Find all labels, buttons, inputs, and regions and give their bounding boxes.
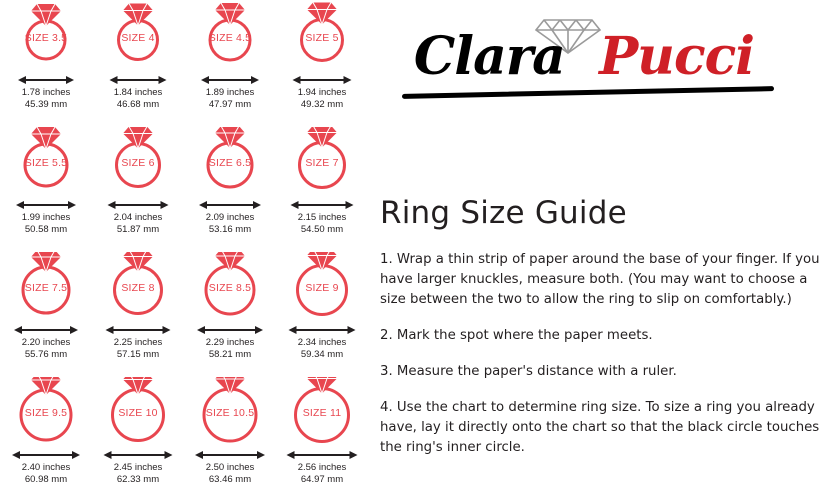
measurement-inches: 2.50 inches	[205, 462, 255, 473]
ring-size-cell	[0, 250, 92, 375]
measurement-inches: 1.84 inches	[113, 87, 163, 98]
measurement-mm: 60.98 mm	[24, 474, 68, 485]
ring-size-label: SIZE 9.5	[24, 407, 68, 419]
ring-size-label: SIZE 10	[118, 407, 158, 419]
measurement-inches: 2.25 inches	[113, 337, 163, 348]
measurement-inches: 2.40 inches	[21, 462, 71, 473]
measurement-inches: 2.45 inches	[113, 462, 163, 473]
ring-measurement	[92, 462, 184, 486]
measurement-inches: 1.94 inches	[297, 87, 347, 98]
diameter-arrow	[18, 75, 74, 85]
ring-size-label: SIZE 6	[121, 157, 155, 169]
measurement-mm: 45.39 mm	[24, 99, 68, 110]
ring-illustration	[0, 0, 92, 72]
ring-illustration	[184, 375, 276, 447]
guide-panel	[372, 0, 839, 501]
ring-illustration	[276, 0, 368, 72]
brand-name-second: Pucci	[599, 26, 755, 87]
diameter-arrow	[106, 325, 171, 335]
measurement-mm: 63.46 mm	[208, 474, 252, 485]
ring-measurement	[276, 87, 368, 111]
measurement-mm: 49.32 mm	[300, 99, 344, 110]
ring-measurement	[0, 337, 92, 361]
list-item: 3. Measure the paper's distance with a ruler.	[380, 364, 677, 379]
diameter-arrow	[287, 450, 358, 460]
ring-size-cell	[184, 250, 276, 375]
measurement-inches: 2.56 inches	[297, 462, 347, 473]
measurement-inches: 2.09 inches	[205, 212, 255, 223]
measurement-inches: 2.29 inches	[205, 337, 255, 348]
diameter-arrow	[195, 450, 265, 460]
ring-measurement	[276, 462, 368, 486]
ring-illustration	[0, 375, 92, 447]
diameter-arrow	[108, 200, 169, 210]
ring-size-cell	[276, 375, 368, 500]
ring-size-cell	[276, 250, 368, 375]
ring-size-cell	[0, 125, 92, 250]
diameter-arrow	[16, 200, 76, 210]
diameter-arrow	[291, 200, 354, 210]
ring-size-label: SIZE 3.5	[24, 32, 68, 44]
ring-illustration	[92, 250, 184, 322]
ring-size-label: SIZE 7	[305, 157, 339, 169]
ring-measurement	[0, 87, 92, 111]
diameter-arrow	[12, 450, 80, 460]
ring-size-cell	[0, 375, 92, 500]
ring-measurement	[0, 212, 92, 236]
measurement-inches: 2.04 inches	[113, 212, 163, 223]
diameter-arrow	[104, 450, 173, 460]
brand-name	[384, 26, 784, 87]
measurement-inches: 2.34 inches	[297, 337, 347, 348]
ring-size-label: SIZE 11	[302, 407, 342, 419]
ring-size-cell	[276, 125, 368, 250]
measurement-inches: 2.20 inches	[21, 337, 71, 348]
ring-size-cell	[92, 0, 184, 125]
measurement-inches: 1.89 inches	[205, 87, 255, 98]
ring-measurement	[184, 212, 276, 236]
ring-measurement	[184, 87, 276, 111]
measurement-mm: 59.34 mm	[300, 349, 344, 360]
brand-logo	[384, 8, 784, 108]
diameter-arrow	[201, 75, 259, 85]
list-item: 2. Mark the spot where the paper meets.	[380, 328, 653, 343]
brand-name-first: Clara	[413, 26, 565, 87]
measurement-mm: 62.33 mm	[116, 474, 160, 485]
measurement-mm: 51.87 mm	[116, 224, 160, 235]
ring-size-cell	[276, 0, 368, 125]
ring-illustration	[276, 250, 368, 322]
list-item: 4. Use the chart to determine ring size. To size a ring you already have, lay it directly onto the chart so that the black circle touches the ring's inner circle.	[380, 400, 820, 455]
ring-illustration	[92, 0, 184, 72]
ring-measurement	[92, 337, 184, 361]
measurement-mm: 46.68 mm	[116, 99, 160, 110]
ring-illustration	[0, 125, 92, 197]
ring-illustration	[276, 375, 368, 447]
ring-size-cell	[92, 375, 184, 500]
ring-size-label: SIZE 5	[305, 32, 339, 44]
brand-underline	[402, 86, 774, 99]
ring-illustration	[184, 250, 276, 322]
ring-measurement	[184, 337, 276, 361]
ring-size-cell	[184, 125, 276, 250]
measurement-mm: 55.76 mm	[24, 349, 68, 360]
ring-size-cell	[184, 0, 276, 125]
measurement-inches: 2.15 inches	[297, 212, 347, 223]
measurement-inches: 1.78 inches	[21, 87, 71, 98]
ring-size-label: SIZE 8	[121, 282, 155, 294]
ring-illustration	[92, 375, 184, 447]
ring-measurement	[184, 462, 276, 486]
page-title: Ring Size Guide	[380, 195, 627, 231]
diameter-arrow	[197, 325, 263, 335]
ring-measurement	[92, 212, 184, 236]
ring-size-label: SIZE 4.5	[208, 32, 252, 44]
measurement-mm: 50.58 mm	[24, 224, 68, 235]
instruction-list	[380, 250, 832, 474]
list-item: 1. Wrap a thin strip of paper around the base of your finger. If you have larger knuckles, measure both. (You may want to choose a size between the two to allow the ring to slip on comfortably.)	[380, 252, 820, 307]
measurement-mm: 53.16 mm	[208, 224, 252, 235]
ring-size-label: SIZE 9	[305, 282, 339, 294]
measurement-mm: 58.21 mm	[208, 349, 252, 360]
diameter-arrow	[293, 75, 352, 85]
measurement-mm: 64.97 mm	[300, 474, 344, 485]
ring-size-label: SIZE 10.5	[205, 407, 255, 419]
ring-size-cell	[92, 125, 184, 250]
measurement-mm: 57.15 mm	[116, 349, 160, 360]
ring-measurement	[276, 337, 368, 361]
measurement-inches: 1.99 inches	[21, 212, 71, 223]
ring-size-cell	[184, 375, 276, 500]
ring-size-cell	[92, 250, 184, 375]
ring-size-label: SIZE 7.5	[24, 282, 68, 294]
ring-size-cell	[0, 0, 92, 125]
ring-measurement	[276, 212, 368, 236]
diameter-arrow	[199, 200, 261, 210]
ring-size-label: SIZE 5.5	[24, 157, 68, 169]
ring-illustration	[184, 125, 276, 197]
diameter-arrow	[110, 75, 167, 85]
ring-size-label: SIZE 6.5	[208, 157, 252, 169]
ring-size-label: SIZE 4	[121, 32, 155, 44]
measurement-mm: 47.97 mm	[208, 99, 252, 110]
diameter-arrow	[289, 325, 356, 335]
diameter-arrow	[14, 325, 78, 335]
measurement-mm: 54.50 mm	[300, 224, 344, 235]
ring-illustration	[92, 125, 184, 197]
ring-illustration	[276, 125, 368, 197]
ring-measurement	[0, 462, 92, 486]
ring-size-label: SIZE 8.5	[208, 282, 252, 294]
ring-measurement	[92, 87, 184, 111]
ring-illustration	[0, 250, 92, 322]
ring-size-chart	[0, 0, 368, 501]
ring-illustration	[184, 0, 276, 72]
